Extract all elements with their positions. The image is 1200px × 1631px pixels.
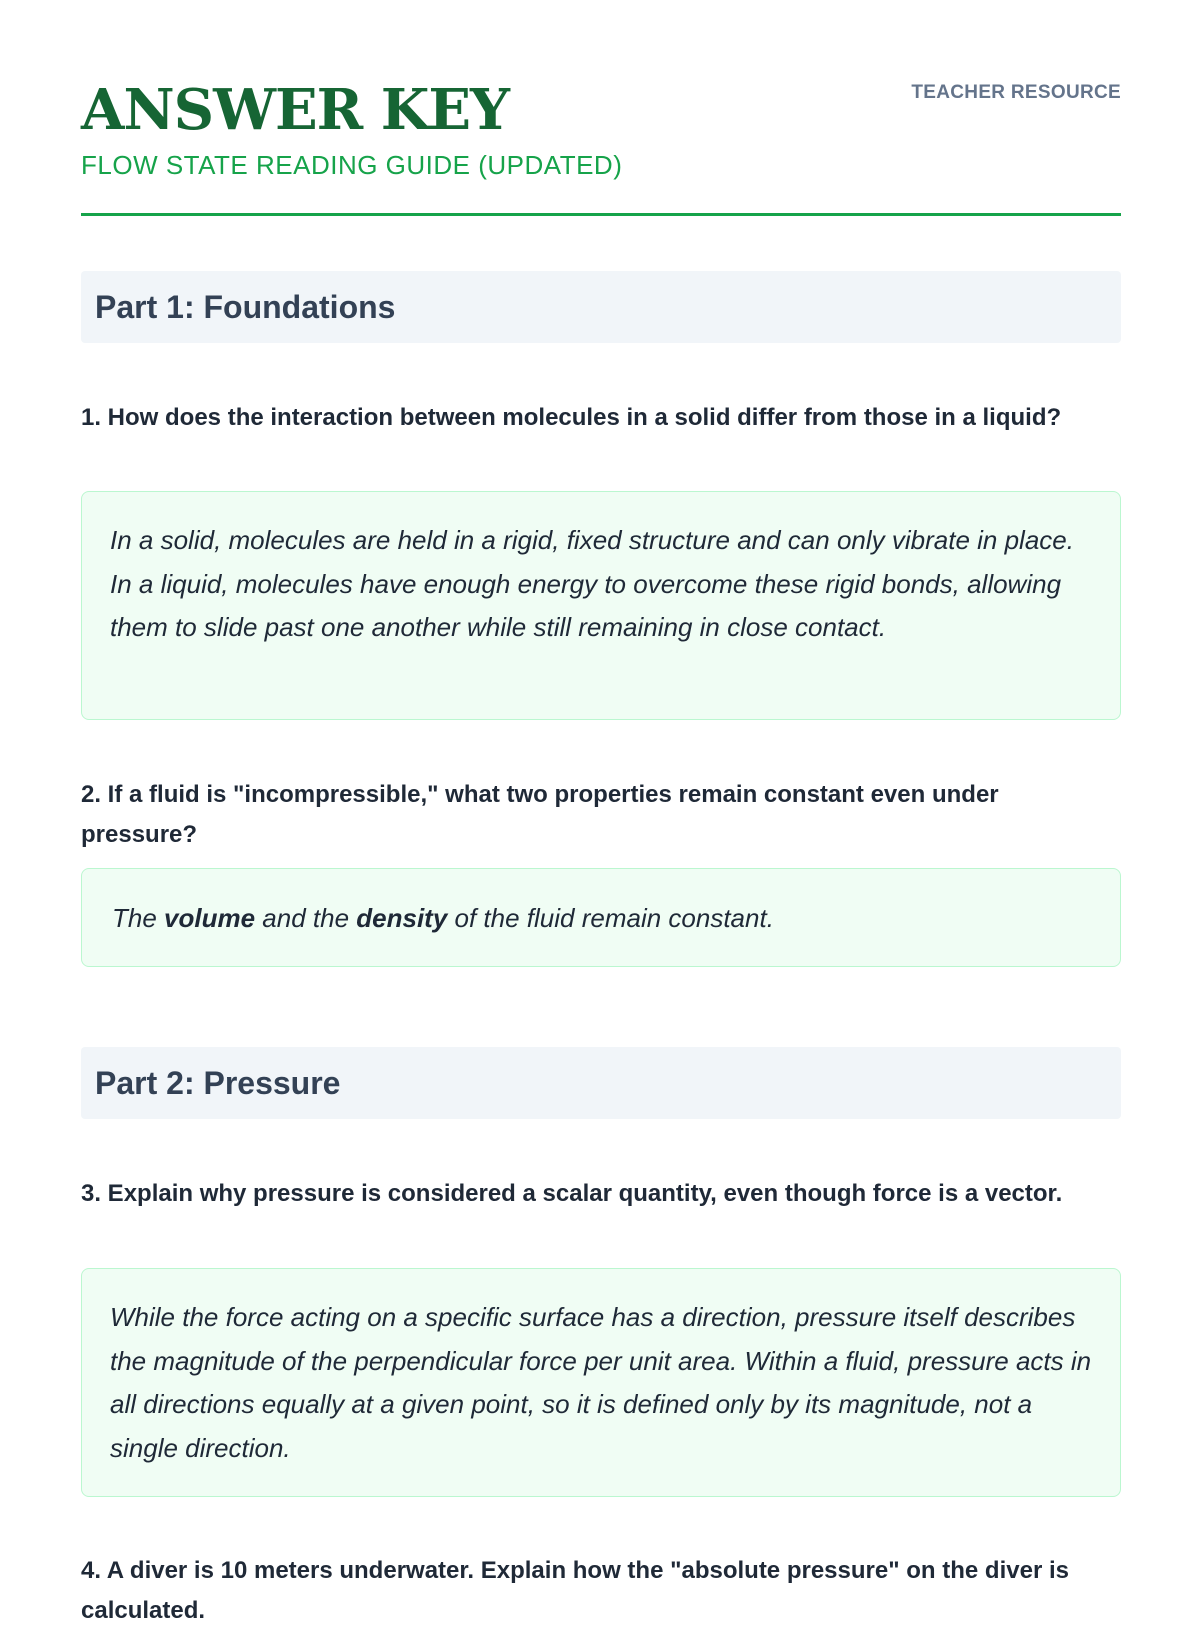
- answer-1: In a solid, molecules are held in a rigid, fixed structure and can only vibrate in place. In a liquid, molecules have enough energy to overcome these rigid bonds, allowing them to slide past one another while still remaining in close contact.: [81, 491, 1121, 720]
- question-4: 4. A diver is 10 meters underwater. Explain how the "absolute pressure" on the diver is calculated.: [81, 1557, 1069, 1624]
- answer-2-text-pre: The: [112, 903, 165, 933]
- answer-2-text-post: of the fluid remain constant.: [447, 903, 774, 933]
- document-subtitle: FLOW STATE READING GUIDE (UPDATED): [81, 150, 623, 180]
- answer-2-term-density: density: [356, 903, 448, 933]
- answer-2: [81, 868, 1121, 967]
- question-1: 1. How does the interaction between molecules in a solid differ from those in a liquid?: [81, 404, 1062, 431]
- document-title: ANSWER KEY: [81, 77, 510, 143]
- answer-3: While the force acting on a specific surface has a direction, pressure itself describes the magnitude of the perpendicular force per unit area. Within a fluid, pressure acts in all directions equally at a given point, so it is defined only by its magnitude, not a single direction.: [81, 1268, 1121, 1497]
- answer-2-term-volume: volume: [164, 903, 256, 933]
- section-heading-part-1: Part 1: Foundations: [81, 271, 1121, 343]
- question-2: 2. If a fluid is "incompressible," what two properties remain constant even under pressure?: [81, 781, 999, 848]
- teacher-resource-label: TEACHER RESOURCE: [911, 82, 1121, 103]
- question-3: 3. Explain why pressure is considered a scalar quantity, even though force is a vector.: [81, 1180, 1063, 1207]
- section-heading-part-2: Part 2: Pressure: [81, 1047, 1121, 1119]
- document-header: [81, 0, 1121, 216]
- answer-key-page: [81, 0, 1121, 1624]
- answer-2-text-mid: and the: [255, 903, 357, 933]
